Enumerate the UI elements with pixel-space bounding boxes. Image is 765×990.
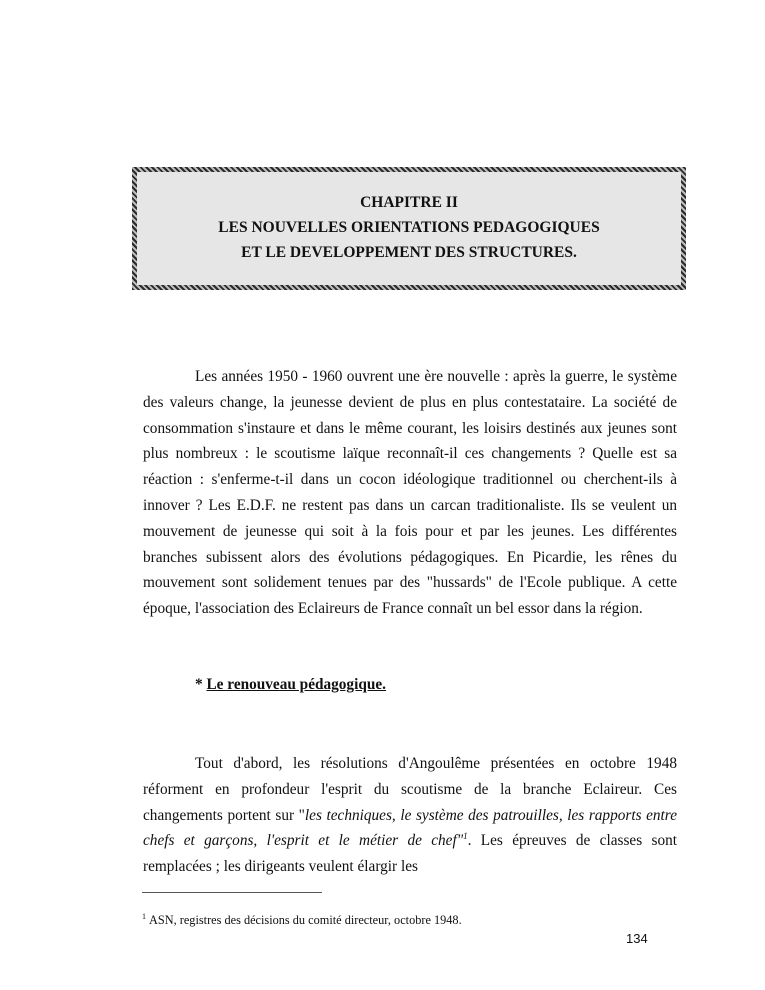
section-heading-marker: *	[195, 676, 203, 693]
footnote-reference[interactable]: 1	[463, 831, 468, 842]
paragraph-2-text-after-quote: . Les épreuves de classes sont remplacées ; les dirigeants veulent élargir les	[143, 832, 677, 876]
chapter-number: CHAPITRE II	[360, 194, 458, 211]
footnote-number: 1	[142, 911, 146, 921]
footnote-separator	[142, 892, 322, 893]
page-number: 134	[626, 931, 648, 946]
body-paragraph-2	[143, 751, 677, 880]
section-heading-title: Le renouveau pédagogique.	[206, 676, 386, 693]
footnote-text: ASN, registres des décisions du comité directeur, octobre 1948.	[149, 913, 462, 927]
paragraph-2-quote-close: "	[456, 832, 464, 850]
footnote	[142, 913, 462, 928]
chapter-title-line-1: LES NOUVELLES ORIENTATIONS PEDAGOGIQUES	[218, 219, 600, 236]
paragraph-1-text: Les années 1950 - 1960 ouvrent une ère nouvelle : après la guerre, le système des valeurs change, la jeunesse devient de plus en plus contestataire. La société de consommation s'instaure et dans le même courant, les loisirs destinés aux jeunes sont plus nombreux : le scoutisme laïque reconnaît-il ces changements ? Quelle est sa réaction : s'enferme-t-il dans un cocon idéologique traditionnel ou cherchent-ils à innover ? Les E.D.F. ne restent pas dans un carcan traditionaliste. Ils se veulent un mouvement de jeunesse qui soit à la fois pour et par les jeunes. Les différentes branches subissent alors des évolutions pédagogiques. En Picardie, les rênes du mouvement sont solidement tenues par des "hussards" de l'Ecole publique. A cette époque, l'association des Eclaireurs de France connaît un bel essor dans la région.	[143, 368, 677, 618]
chapter-title-box	[132, 167, 686, 290]
chapter-title-line-2: ET LE DEVELOPPEMENT DES STRUCTURES.	[241, 244, 577, 261]
section-heading	[195, 676, 386, 694]
body-paragraph-1	[143, 364, 677, 622]
paragraph-2-quote: les techniques, le système des patrouilles, les rapports entre chefs et garçons, l'esprit et le métier de chef	[143, 806, 677, 850]
chapter-title-inner	[137, 172, 681, 285]
paragraph-2-text-before-quote: Tout d'abord, les résolutions d'Angoulême présentées en octobre 1948 réforment en profondeur l'esprit du scoutisme de la branche Eclaireur. Ces changements portent sur "	[143, 755, 677, 824]
